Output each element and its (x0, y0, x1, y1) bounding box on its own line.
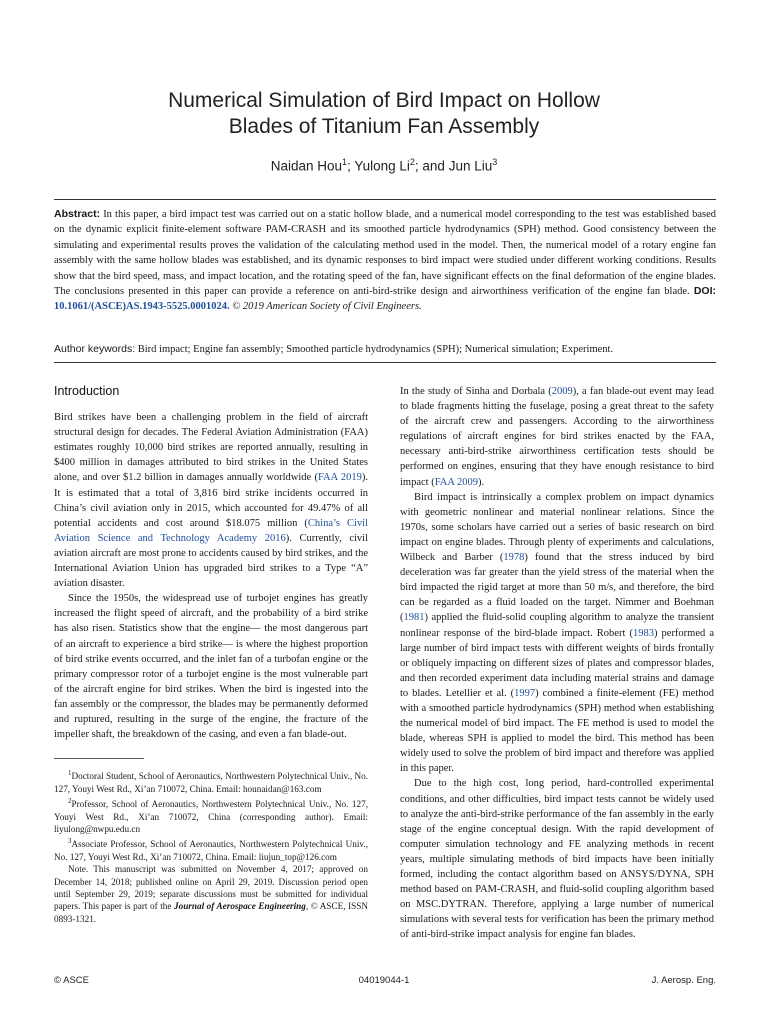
citation-link[interactable]: 2009 (551, 386, 573, 397)
paragraph-text: ). (477, 476, 485, 488)
body-paragraph (400, 490, 714, 777)
footer-article-number: 04019044-1 (358, 975, 410, 986)
paper-title (0, 88, 768, 140)
right-body (400, 384, 714, 942)
left-body (54, 410, 368, 742)
author-separator: ; and (414, 158, 449, 174)
left-column (54, 384, 368, 925)
footnote-mark: 3 (68, 837, 72, 846)
author-affiliation-mark: 2 (409, 157, 415, 167)
keywords-label: Author keywords: (54, 343, 136, 355)
footer-publisher: © ASCE (54, 975, 89, 986)
author-name: Jun Liu (448, 158, 493, 174)
footnote-text: Associate Professor, School of Aeronautics, Northwestern Polytechnical Univ., No. 127, Youyi West Rd., Xi’an 710072, China. Email: liujun_top@126.com (54, 839, 368, 862)
footnote-text: Professor, School of Aeronautics, Northwestern Polytechnical Univ., No. 127, Youyi West Rd., Xi’an 710072, China (corresponding author). Email: liyulong@nwpu.edu.cn (54, 799, 368, 834)
title-line-1: Numerical Simulation of Bird Impact on Hollow (168, 89, 600, 112)
keywords-text: Bird impact; Engine fan assembly; Smoothed particle hydrodynamics (SPH); Numerical simulation; Experiment. (137, 344, 614, 355)
paragraph-text: ), a fan blade-out event may lead to blade fragments hitting the fuselage, posing a great threat to the safety of the aircraft crew and passengers. According to the airworthiness regulations of aircraft engines for bird strikes enacted by the FAA, necessary anti-bird-strike airworthiness certification tests should be performed on engines, ensuring that they have enough resistance to bird impact ( (400, 386, 714, 488)
body-paragraph (54, 410, 368, 591)
footnote-rule (54, 758, 144, 759)
note-text: Note. This manuscript was submitted on November 4, 2017; approved on December 14, 2018; published online on April 29, 2019. Discussion period open until September 29, 2019; separate discussions must be submitted for individual papers. This paper is part of the (54, 864, 368, 912)
affiliation-footnote (54, 795, 368, 835)
paragraph-text: ) performed a large number of bird impact tests with different weights of birds frontally or obliquely impacting on different sizes of plates and compressor blades, and then recorded experiment data including material strains and damage to blades. Letellier et al. ( (400, 627, 714, 699)
author-name: Naidan Hou (270, 158, 343, 174)
author-affiliation-mark: 3 (492, 157, 498, 167)
affiliation-footnote (54, 767, 368, 795)
abstract-text: In this paper, a bird impact test was carried out on a static hollow blade, and a numerical model corresponding to the test was established based on the dynamic explicit finite-element software PAM-CRASH and its smoothed particle hydrodynamics (SPH) method. Good consistency between the simulating and experimental results proves the validation of the calculating method used in the model. Then, the numerical model of a rotary engine fan assembly with the same hollow blades was established, and its dynamic responses to bird impact were studied under different working conditions. Results show that the bird speed, mass, and impact location, and the rotating speed of the fan, have significant effects on the final deformation of the engine blades. The conclusions presented in this paper can provide a reference on anti-bird-strike design and airworthiness verification of the engine fan blade. (54, 209, 716, 298)
footnotes (54, 767, 368, 863)
abstract-label: Abstract: (54, 208, 101, 220)
title-line-2: Blades of Titanium Fan Assembly (228, 115, 540, 138)
note-tail: , © ASCE, ISSN 0893-1321. (54, 901, 368, 924)
footnote-mark: 1 (68, 769, 72, 778)
author-separator: ; (347, 158, 355, 174)
footnote-text: Doctoral Student, School of Aeronautics, Northwestern Polytechnical Univ., No. 127, Youyi West Rd., Xi’an 710072, China. Email: hounaidan@163.com (54, 771, 368, 794)
citation-link[interactable]: 1978 (503, 552, 525, 564)
paragraph-text: ) found that the stress induced by bird deceleration was far greater than the yield stress of the material when the bird impacted the rigid target at more than 50 m/s, and therefore, the bird can be regarded as a fluid loaded on the target. Nimmer and Boehman ( (400, 552, 714, 624)
paragraph-text: Bird strikes have been a challenging problem in the field of aircraft structural design for decades. The Federal Aviation Administration (FAA) estimates roughly 10,000 bird strikes are reported annually, resulting in $400 million in damages attributed to bird strikes in the United States alone, and over $1.2 billion in damages annually worldwide ( (54, 412, 368, 484)
paragraph-text: Bird impact is intrinsically a complex problem on impact dynamics with geometric nonlinear and material nonlinear relations. Since the 1970s, some scholars have carried out a series of basic research on bird impact on engine blades. Through plenty of experiments and calculations, Wilbeck and Barber ( (400, 491, 714, 564)
abstract-bottom-rule (54, 362, 716, 363)
author-name: Yulong Li (354, 158, 410, 174)
section-heading-introduction: Introduction (54, 384, 120, 398)
affiliation-footnote (54, 835, 368, 863)
submission-note (54, 863, 368, 925)
paragraph-text: ). Currently, civil aviation aircraft are most prone to accidents caused by bird strikes, and the International Aviation Union has upgraded bird strikes to a Type “A” aviation disaster. (54, 532, 369, 590)
citation-link[interactable]: 1997 (514, 687, 536, 699)
abstract-top-rule (54, 199, 716, 200)
doi-link[interactable]: 10.1061/(ASCE)AS.1943-5525.0001024. (54, 301, 230, 313)
author-list (0, 157, 768, 174)
paragraph-text: ). It is estimated that a total of 3,816 bird strike incidents occurred in China’s civil aviation only in 2015, which accounted for 49.47% of all potential accidents and cost around $18.075 million ( (54, 472, 369, 529)
right-column (400, 384, 714, 942)
author-keywords (54, 342, 716, 357)
citation-link[interactable]: 1983 (632, 627, 654, 639)
journal-name: Journal of Aerospace Engineering (174, 901, 306, 912)
citation-link[interactable]: FAA 2009 (434, 476, 478, 488)
body-paragraph (54, 591, 368, 742)
citation-link[interactable]: China’s Civil Aviation Science and Technology Academy 2016 (54, 517, 368, 544)
body-paragraph (400, 384, 714, 490)
citation-link[interactable]: FAA 2019 (317, 472, 362, 484)
paragraph-text: ) combined a finite-element (FE) method with a smoothed particle hydrodynamics (SPH) method when establishing the numerical model of bird impact. The FE method is used to model the blade, whereas SPH is applied to model the bird. This method has been widely used to solve the problem of bird impact and therefore was applied in this paper. (400, 687, 714, 775)
abstract-copyright: © 2019 American Society of Civil Engineers. (232, 301, 422, 313)
citation-link[interactable]: 1981 (403, 612, 425, 624)
paragraph-text: ) applied the fluid-solid coupling algorithm to analyze the transient nonlinear response of the bird-blade impact. Robert ( (400, 612, 714, 639)
author-affiliation-mark: 1 (342, 157, 348, 167)
paragraph-text: In the study of Sinha and Dorbala ( (400, 386, 552, 397)
abstract (54, 207, 716, 315)
paragraph-text: Since the 1950s, the widespread use of turbojet engines has greatly increased the flight speed of aircraft, and the probability of a bird strike has also risen. Statistics show that the engine— the most dangerous part of an aircraft to experience a bird strike— is where the highest proportion of bird strike events occurred, and the inlet fan of a turbofan engine or the primary compressor rotor of a turbojet engine is the most vulnerable part of the aircraft engine for bird strikes. When the bird is ingested into the fan assembly or the compressor, the blades may be permanently deformed and ruptured, resulting in the surge of the engine, the fracture of the impeller shaft, the breakdown of the casing, and even a fan blade-out. (54, 593, 368, 741)
doi-label: DOI: (693, 285, 716, 298)
footnote-mark: 2 (68, 797, 72, 806)
footer-journal: J. Aerosp. Eng. (651, 975, 716, 986)
body-paragraph (400, 776, 714, 942)
paragraph-text: Due to the high cost, long period, hard-controlled experimental conditions, and other difficulties, bird impact tests cannot be widely used to analyze the anti-bird-strike performance of the fan assembly in the early stage of the engine conceptual design. With the rapid development of computer simulation technology and FE analyzing methods in recent years, multiple simulating methods of bird impacts have been initially formed, including the contact algorithm based on ANSYS/DYNA, SPH method based on PAM-CRASH, and fluid-solid coupling algorithm based on MSC.DYTRAN. Therefore, applying a large number of numerical simulations with several tests for verification has been the primary method of anti-bird-strike impact analysis for engine fan blades. (400, 778, 714, 941)
